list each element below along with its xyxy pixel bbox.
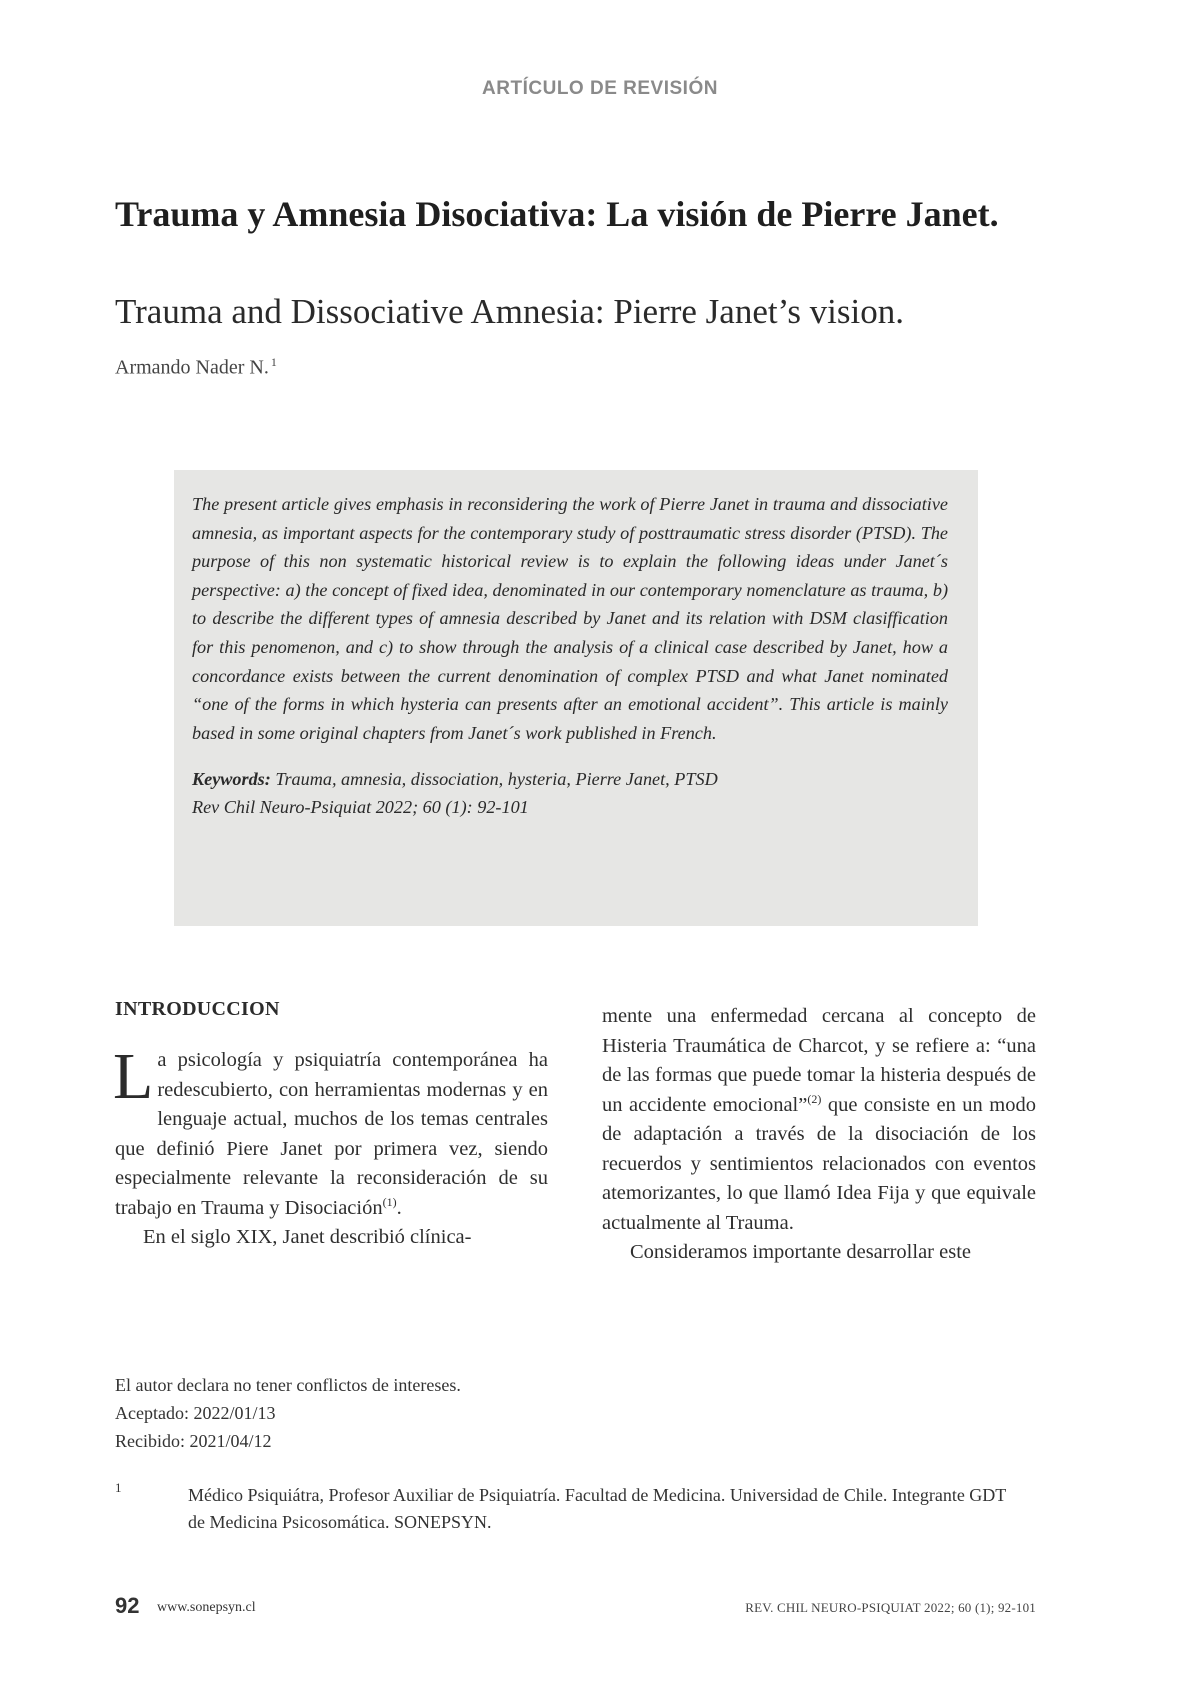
keywords-label: Keywords: <box>192 769 271 790</box>
paragraph-1-text: a psicología y psiquiatría contemporánea ha redescubierto, con herramientas modernas y en lenguaje actual, muchos de los temas centrales que definió Piere Janet por primera vez, siendo especialmente relevante la reconsideración de su trabajo en Trauma y Disociación <box>115 1049 548 1219</box>
reference-1: (1) <box>382 1194 397 1209</box>
front-matter <box>115 1371 461 1455</box>
abstract-text: The present article gives emphasis in reconsidering the work of Pierre Janet in trauma and dissociative amnesia, as important aspects for the contemporary study of posttraumatic stress disorder (PTSD). The purpose of this non systematic historical review is to explain the following ideas under Janet´s perspective: a) the concept of fixed idea, denominated in our contemporary nomenclature as trauma, b) to describe the different types of amnesia described by Janet and its relation with DSM clasiffication for this penomenon, and c) to show through the analysis of a clinical case described by Janet, how a concordance exists between the current denomination of complex PTSD and what Janet nominated “one of the forms in which hysteria can presents after an emotional accident”. This article is mainly based in some original chapters from Janet´s work published in French. <box>192 494 948 743</box>
author-line <box>115 355 277 380</box>
running-head: REV. CHIL NEURO-PSIQUIAT 2022; 60 (1); 92-101 <box>745 1600 1036 1615</box>
accepted-date: Aceptado: 2022/01/13 <box>115 1403 276 1423</box>
section-label: ARTÍCULO DE REVISIÓN <box>482 78 718 99</box>
body-column-right <box>602 1002 1036 1268</box>
drop-cap: L <box>113 1040 154 1113</box>
paragraph-2-text: En el siglo XIX, Janet describió clínica- <box>143 1226 472 1248</box>
keywords-line <box>192 765 948 793</box>
article-title-english: Trauma and Dissociative Amnesia: Pierre Janet’s vision. <box>115 292 905 331</box>
article-title-spanish: Trauma y Amnesia Disociativa: La visión de Pierre Janet. <box>115 194 999 234</box>
website-link[interactable]: www.sonepsyn.cl <box>157 1600 256 1615</box>
citation: Rev Chil Neuro-Psiquiat 2022; 60 (1): 92-101 <box>192 797 529 818</box>
paragraph-2-continued: mente una enfermedad cercana al concepto de Histeria Traumática de Charcot, y se refiere a: “una de las formas que puede tomar la histeria después de un accidente emocional”$^{(2)}$ que consiste en un modo de adaptación a través de la disociación de los recuerdos y sentimientos relacionados con eventos atemorizantes, lo que llamó Idea Fija y que equivale actualmente al Trauma. <box>602 1005 1036 1234</box>
abstract-box <box>174 470 978 926</box>
author-name: Armando Nader N. <box>115 356 269 379</box>
footnote-text: Médico Psiquiátra, Profesor Auxiliar de Psiquiatría. Facultad de Medicina. Universidad de Chile. Integrante GDT de Medicina Psicosomática. SONEPSYN. <box>188 1485 1006 1532</box>
reference-2: (2) <box>807 1091 822 1106</box>
body-column-left <box>113 1040 548 1253</box>
keywords-list: Trauma, amnesia, dissociation, hysteria, Pierre Janet, PTSD <box>275 769 718 790</box>
paragraph-2-start <box>115 1223 548 1253</box>
paragraph-1: La psicología y psiquiatría contemporánea ha redescubierto, con herramientas modernas y en lenguaje actual, muchos de los temas centrales que definió Piere Janet por primera vez, siendo especialmente relevante la reconsideración de su trabajo en Trauma y Disociación$^{(1)}$. <box>113 1040 548 1219</box>
page-number: 92 <box>115 1593 140 1618</box>
section-heading-introduccion: INTRODUCCION <box>115 998 280 1020</box>
footnote-mark: 1 <box>115 1480 122 1495</box>
received-date: Recibido: 2021/04/12 <box>115 1431 272 1451</box>
conflicts-statement: El autor declara no tener conflictos de intereses. <box>115 1375 461 1395</box>
author-affiliation-mark: 1 <box>270 355 277 369</box>
paragraph-3: Consideramos importante desarrollar este <box>630 1241 971 1263</box>
paragraph-2-rest: que consiste en un modo de adaptación a través de la disociación de los recuerdos y sentimientos relacionados con eventos atemorizantes, lo que llamó Idea Fija y que equivale actualmente al Trauma. <box>602 1093 1036 1234</box>
